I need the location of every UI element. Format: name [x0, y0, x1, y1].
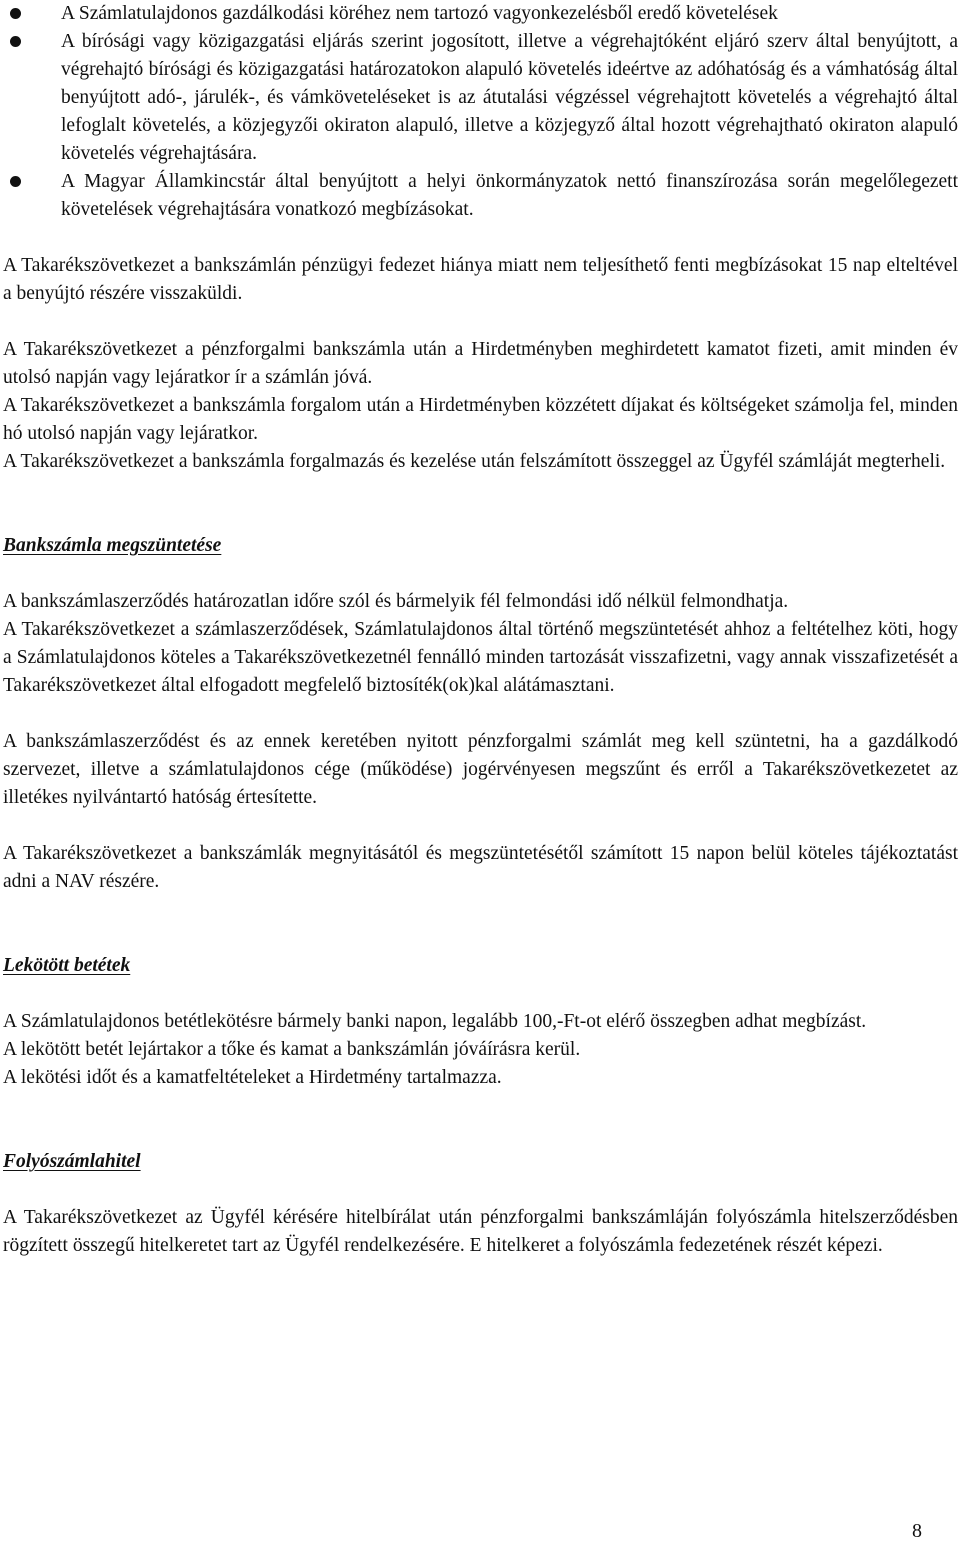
paragraph: A Takarékszövetkezet a számlaszerződések, Számlatulajdonos által történő megszüntetését ahhoz a feltételhez köti, hogy a Számlatulajdonos köteles a Takarékszövetkezetnél fennálló minden tartozását visszafizetni, vagy annak visszafizetését a Takarékszövetkezet által elfogadott megfelelő biztosíték(ok)kal alátámasztani.	[3, 619, 958, 696]
paragraph: A Takarékszövetkezet a bankszámlák megnyitásától és megszüntetésétől számított 15 napon belül köteles tájékoztatást adni a NAV részére.	[3, 843, 958, 892]
bullet-icon	[10, 36, 21, 47]
paragraph: A Takarékszövetkezet a bankszámla forgalom után a Hirdetményben közzétett díjakat és költségeket számolja fel, minden hó utolsó napján vagy lejáratkor.	[3, 395, 958, 444]
bullet-list	[3, 0, 958, 224]
paragraph: A Számlatulajdonos betétlekötésre bármely banki napon, legalább 100,-Ft-ot elérő összegben adhat megbízást.	[3, 1011, 867, 1032]
section-heading-deposits: Lekötött betétek	[3, 955, 131, 976]
paragraph: A lekötött betét lejártakor a tőke és kamat a bankszámlán jóváírásra kerül.	[3, 1039, 581, 1060]
section-heading-overdraft: Folyószámlahitel	[3, 1151, 141, 1172]
document-page	[3, 0, 958, 1260]
list-item: A bírósági vagy közigazgatási eljárás szerint jogosított, illetve a végrehajtóként eljáró szerv által benyújtott, a végrehajtó bírósági és közigazgatási határozatokon alapuló követelés ideértve az adóhatóság és a vámhatóság által benyújtott adó-, járulék-, és vámköveteléseket is az átutalási végzéssel végrehajtott követelés a végrehajtó által lefoglalt követelés, a közjegyzői okiraton alapuló, illetve a közjegyző által hozott végrehajtható okiraton alapuló követelés végrehajtására.	[3, 28, 958, 168]
bullet-icon	[10, 8, 21, 19]
paragraph: A lekötési időt és a kamatfeltételeket a Hirdetmény tartalmazza.	[3, 1067, 502, 1088]
list-item: A Magyar Államkincstár által benyújtott a helyi önkormányzatok nettó finanszírozása során megelőlegezett követelések végrehajtására vonatkozó megbízásokat.	[3, 168, 958, 224]
paragraph: A bankszámlaszerződés határozatlan időre szól és bármelyik fél felmondási idő nélkül felmondhatja.	[3, 591, 789, 612]
list-item: A Számlatulajdonos gazdálkodási köréhez nem tartozó vagyonkezelésből eredő követelések	[3, 0, 958, 28]
bullet-icon	[10, 176, 21, 187]
page-number: 8	[912, 1520, 922, 1542]
paragraph: A Takarékszövetkezet a bankszámlán pénzügyi fedezet hiánya miatt nem teljesíthető fenti megbízásokat 15 nap elteltével a benyújtó részére visszaküldi.	[3, 255, 958, 304]
paragraph: A Takarékszövetkezet a pénzforgalmi bankszámla után a Hirdetményben meghirdetett kamatot fizeti, amit minden év utolsó napján vagy lejáratkor ír a számlán jóvá.	[3, 339, 958, 388]
section-heading-termination: Bankszámla megszüntetése	[3, 535, 222, 556]
paragraph: A bankszámlaszerződést és az ennek keretében nyitott pénzforgalmi számlát meg kell szüntetni, ha a gazdálkodó szervezet, illetve a számlatulajdonos cége (működése) jogérvényesen megszűnt és erről a Takarékszövetkezetet az illetékes nyilvántartó hatóság értesítette.	[3, 731, 958, 808]
paragraph: A Takarékszövetkezet a bankszámla forgalmazás és kezelése után felszámított összeggel az Ügyfél számláját megterheli.	[3, 451, 946, 472]
paragraph: A Takarékszövetkezet az Ügyfél kérésére hitelbírálat után pénzforgalmi bankszámláján folyószámla hitelszerződésben rögzített összegű hitelkeretet tart az Ügyfél rendelkezésére. E hitelkeret a folyószámla fedezetének részét képezi.	[3, 1207, 958, 1256]
